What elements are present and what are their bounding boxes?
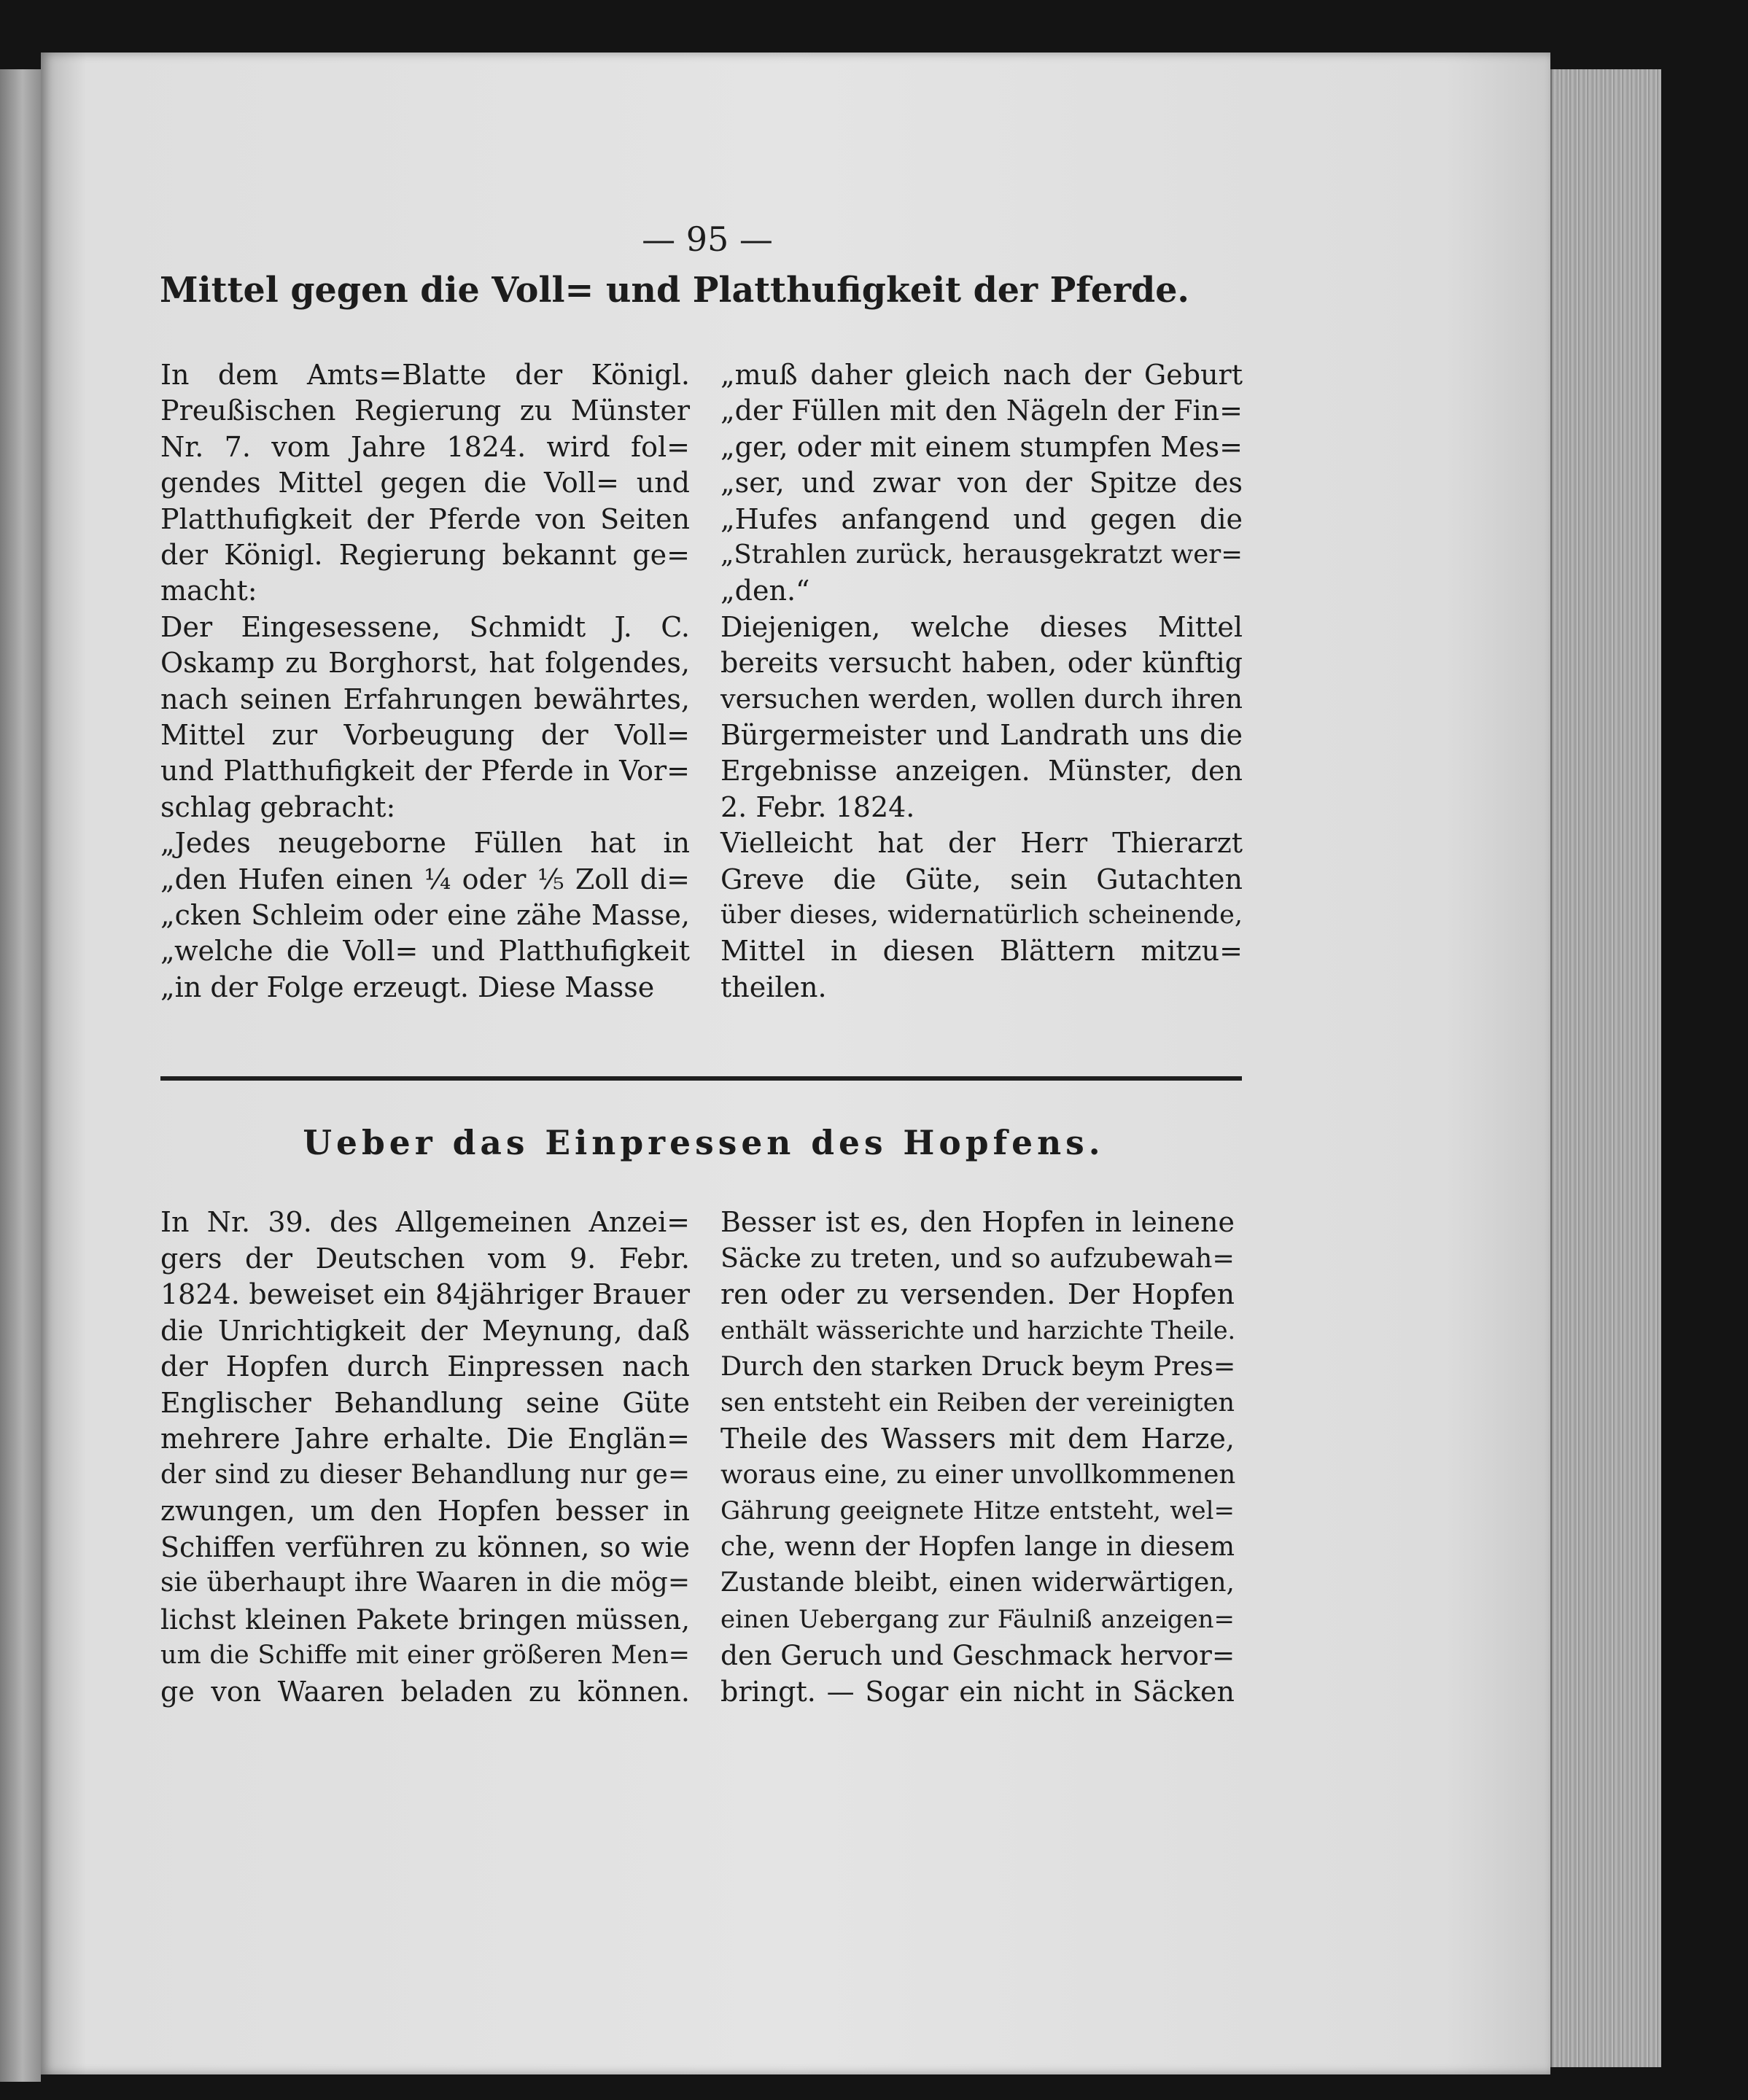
page-number: — 95 — xyxy=(642,219,773,259)
text-line: bereits versucht haben, oder künftig xyxy=(720,647,1243,680)
text-line: woraus eine, zu einer unvollkommenen xyxy=(720,1459,1236,1490)
text-line: nach seinen Erfahrungen bewährtes, xyxy=(160,682,690,715)
text-line: Theile des Wassers mit dem Harze, xyxy=(720,1423,1235,1455)
previous-page-edge xyxy=(0,69,41,2082)
text-line: der Hopfen durch Einpressen nach xyxy=(160,1350,690,1382)
article-2-left-column xyxy=(160,1205,690,1717)
text-line: Gährung geeignete Hitze entsteht, wel= xyxy=(720,1496,1235,1525)
text-line: bringt. — Sogar ein nicht in Säcken xyxy=(720,1675,1235,1708)
text-line: sie überhaupt ihre Waaren in die mög= xyxy=(160,1568,690,1598)
text-line: Vielleicht hat der Herr Thierarzt xyxy=(720,827,1243,860)
text-line: lichst kleinen Pakete bringen müssen, xyxy=(160,1603,690,1636)
text-line: Nr. 7. vom Jahre 1824. wird fol= xyxy=(160,430,690,463)
text-line: zwungen, um den Hopfen besser in xyxy=(160,1495,690,1527)
text-line: Greve die Güte, sein Gutachten xyxy=(720,863,1243,895)
text-line: „der Füllen mit den Nägeln der Fin= xyxy=(720,394,1243,427)
text-line: Mittel zur Vorbeugung der Voll= xyxy=(160,719,690,751)
article-1-title: Mittel gegen die Voll= und Platthufigkeit der Pferde. xyxy=(160,270,1189,311)
text-line: Bürgermeister und Landrath uns die xyxy=(720,719,1243,751)
article-2-right-column xyxy=(720,1205,1235,1717)
text-line: „Jedes neugeborne Füllen hat in xyxy=(160,827,690,860)
text-line: „muß daher gleich nach der Geburt xyxy=(720,359,1243,391)
text-line: ge von Waaren beladen zu können. xyxy=(160,1675,690,1708)
text-line: 2. Febr. 1824. xyxy=(720,790,915,823)
text-line: „in der Folge erzeugt. Diese Masse xyxy=(160,971,655,1003)
text-line: che, wenn der Hopfen lange in diesem xyxy=(720,1531,1235,1562)
text-line: um die Schiffe mit einer größeren Men= xyxy=(160,1641,690,1670)
text-line: In Nr. 39. des Allgemeinen Anzei= xyxy=(160,1206,690,1238)
text-line: Der Eingesessene, Schmidt J. C. xyxy=(160,610,690,643)
page-stack-edge xyxy=(1550,69,1661,2067)
text-line: ren oder zu versenden. Der Hopfen xyxy=(720,1278,1235,1310)
text-line: Mittel in diesen Blättern mitzu= xyxy=(720,935,1243,968)
text-line: Diejenigen, welche dieses Mittel xyxy=(720,610,1243,643)
text-line: Besser ist es, den Hopfen in leinene xyxy=(720,1206,1235,1238)
text-line: gendes Mittel gegen die Voll= und xyxy=(160,467,690,499)
article-1-left-column xyxy=(160,357,690,1013)
text-line: mehrere Jahre erhalte. Die Englän= xyxy=(160,1423,690,1455)
text-line: über dieses, widernatürlich scheinende, xyxy=(720,901,1243,930)
text-line: gers der Deutschen vom 9. Febr. xyxy=(160,1242,690,1275)
article-1-right-column xyxy=(720,357,1243,1013)
text-line: „welche die Voll= und Platthufigkeit xyxy=(160,935,690,968)
text-line: 1824. beweiset ein 84jähriger Brauer xyxy=(160,1278,690,1310)
text-line: einen Uebergang zur Fäulniß anzeigen= xyxy=(720,1604,1235,1634)
text-line: „ser, und zwar von der Spitze des xyxy=(720,467,1243,499)
text-line: die Unrichtigkeit der Meynung, daß xyxy=(160,1314,690,1347)
text-line: „cken Schleim oder eine zähe Masse, xyxy=(160,899,690,931)
text-line: In dem Amts=Blatte der Königl. xyxy=(160,359,690,391)
text-line: „Strahlen zurück, herausgekratzt wer= xyxy=(720,540,1243,569)
section-divider-rule xyxy=(160,1076,1242,1081)
text-line: der Königl. Regierung bekannt ge= xyxy=(160,539,690,571)
text-line: „Hufes anfangend und gegen die xyxy=(720,502,1243,535)
text-line: „den Hufen einen ¼ oder ⅕ Zoll di= xyxy=(160,863,690,895)
text-line: Zustande bleibt, einen widerwärtigen, xyxy=(720,1568,1235,1598)
text-line: Ergebnisse anzeigen. Münster, den xyxy=(720,755,1243,788)
text-line: Platthufigkeit der Pferde von Seiten xyxy=(160,502,690,535)
text-line: Säcke zu treten, und so aufzubewah= xyxy=(720,1242,1235,1274)
text-line: Preußischen Regierung zu Münster xyxy=(160,394,690,427)
book-page xyxy=(41,52,1550,2074)
text-line: den Geruch und Geschmack hervor= xyxy=(720,1639,1235,1671)
text-line: und Platthufigkeit der Pferde in Vor= xyxy=(160,755,690,788)
text-line: „den.“ xyxy=(720,575,810,607)
article-2-title: Ueber das Einpressen des Hopfens. xyxy=(303,1123,1105,1162)
text-line: „ger, oder mit einem stumpfen Mes= xyxy=(720,430,1243,463)
text-line: macht: xyxy=(160,575,257,607)
text-line: schlag gebracht: xyxy=(160,790,396,823)
text-line: Durch den starken Druck beym Pres= xyxy=(720,1350,1236,1382)
text-line: Schiffen verführen zu können, so wie xyxy=(160,1531,690,1563)
text-line: theilen. xyxy=(720,971,827,1003)
text-line: sen entsteht ein Reiben der vereinigten xyxy=(720,1388,1235,1418)
text-line: der sind zu dieser Behandlung nur ge= xyxy=(160,1459,690,1490)
text-line: versuchen werden, wollen durch ihren xyxy=(720,682,1243,715)
text-line: enthält wässerichte und harzichte Theile. xyxy=(720,1315,1236,1345)
text-line: Oskamp zu Borghorst, hat folgendes, xyxy=(160,647,690,680)
text-line: Englischer Behandlung seine Güte xyxy=(160,1386,690,1419)
